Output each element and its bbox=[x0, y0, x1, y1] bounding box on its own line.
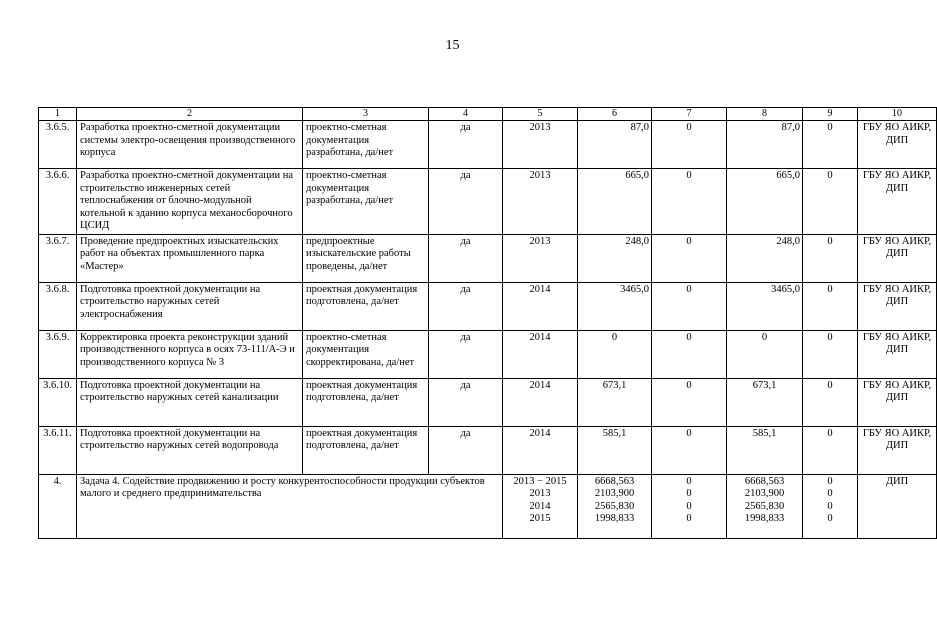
row-description: Проведение предпроектных изыскательских работ на объектах промышленного парка «Мастер» bbox=[77, 234, 303, 282]
task-col9-value: 0 bbox=[827, 500, 833, 512]
row-col7: 0 bbox=[652, 282, 727, 330]
row-col8: 0 bbox=[727, 330, 803, 378]
row-col8: 673,1 bbox=[727, 378, 803, 426]
row-col9: 0 bbox=[803, 169, 858, 235]
row-number: 3.6.9. bbox=[39, 330, 77, 378]
row-description: Разработка проектно-сметной документации системы электро-освещения производственного корпуса bbox=[77, 121, 303, 169]
row-col9: 0 bbox=[803, 426, 858, 474]
header-cell: 4 bbox=[429, 108, 503, 121]
header-cell: 10 bbox=[858, 108, 937, 121]
row-flag: да bbox=[429, 234, 503, 282]
task-col9-value: 0 bbox=[827, 475, 833, 487]
row-total: 665,0 bbox=[578, 169, 652, 235]
row-result: проектно-сметная документация скорректирована, да/нет bbox=[303, 330, 429, 378]
row-total: 0 bbox=[578, 330, 652, 378]
task-year: 2013 bbox=[529, 488, 551, 499]
header-cell: 2 bbox=[77, 108, 303, 121]
row-year: 2014 bbox=[503, 330, 578, 378]
task-col9 bbox=[803, 474, 858, 538]
row-number: 3.6.11. bbox=[39, 426, 77, 474]
row-executor: ГБУ ЯО АИКР, ДИП bbox=[858, 282, 937, 330]
task-number: 4. bbox=[39, 474, 77, 538]
row-flag: да bbox=[429, 169, 503, 235]
task-year: 2013 − 2015 bbox=[513, 475, 567, 487]
row-result: проектная документация подготовлена, да/нет bbox=[303, 282, 429, 330]
header-cell: 1 bbox=[39, 108, 77, 121]
row-col8: 87,0 bbox=[727, 121, 803, 169]
task-col9-value: 0 bbox=[827, 488, 833, 499]
row-col7: 0 bbox=[652, 378, 727, 426]
task-col7-value: 0 bbox=[686, 488, 692, 499]
row-executor: ГБУ ЯО АИКР, ДИП bbox=[858, 426, 937, 474]
task-col8-value: 2565,830 bbox=[744, 500, 785, 512]
row-year: 2013 bbox=[503, 234, 578, 282]
table-row bbox=[39, 378, 937, 426]
row-flag: да bbox=[429, 330, 503, 378]
header-row bbox=[39, 108, 937, 121]
task-total: 1998,833 bbox=[594, 513, 635, 524]
row-number: 3.6.7. bbox=[39, 234, 77, 282]
task-col9-value: 0 bbox=[827, 513, 833, 524]
row-number: 3.6.8. bbox=[39, 282, 77, 330]
row-executor: ГБУ ЯО АИКР, ДИП bbox=[858, 330, 937, 378]
row-col7: 0 bbox=[652, 234, 727, 282]
row-flag: да bbox=[429, 282, 503, 330]
row-year: 2013 bbox=[503, 169, 578, 235]
task-total: 2565,830 bbox=[594, 500, 635, 512]
table-row bbox=[39, 121, 937, 169]
row-col9: 0 bbox=[803, 330, 858, 378]
row-col9: 0 bbox=[803, 378, 858, 426]
row-result: проектная документация подготовлена, да/нет bbox=[303, 426, 429, 474]
row-col7: 0 bbox=[652, 121, 727, 169]
row-col9: 0 bbox=[803, 121, 858, 169]
row-col9: 0 bbox=[803, 234, 858, 282]
table-row bbox=[39, 426, 937, 474]
task-totals bbox=[578, 474, 652, 538]
task-col8-value: 6668,563 bbox=[744, 475, 785, 487]
row-col8: 585,1 bbox=[727, 426, 803, 474]
row-total: 248,0 bbox=[578, 234, 652, 282]
task-total: 6668,563 bbox=[594, 475, 635, 487]
row-col9: 0 bbox=[803, 282, 858, 330]
row-result: проектно-сметная документация разработана, да/нет bbox=[303, 169, 429, 235]
plan-table bbox=[38, 107, 937, 539]
row-total: 3465,0 bbox=[578, 282, 652, 330]
row-col7: 0 bbox=[652, 169, 727, 235]
row-col7: 0 bbox=[652, 426, 727, 474]
row-result: проектно-сметная документация разработана, да/нет bbox=[303, 121, 429, 169]
header-cell: 5 bbox=[503, 108, 578, 121]
row-flag: да bbox=[429, 426, 503, 474]
row-result: предпроектные изыскательские работы проведены, да/нет bbox=[303, 234, 429, 282]
row-description: Подготовка проектной документации на строительство наружных сетей водопровода bbox=[77, 426, 303, 474]
row-flag: да bbox=[429, 378, 503, 426]
row-col8: 665,0 bbox=[727, 169, 803, 235]
header-cell: 3 bbox=[303, 108, 429, 121]
task-year: 2015 bbox=[529, 513, 551, 524]
row-result: проектная документация подготовлена, да/нет bbox=[303, 378, 429, 426]
task-col7 bbox=[652, 474, 727, 538]
row-flag: да bbox=[429, 121, 503, 169]
table-row bbox=[39, 330, 937, 378]
row-col7: 0 bbox=[652, 330, 727, 378]
task-col7-value: 0 bbox=[686, 475, 692, 487]
row-executor: ГБУ ЯО АИКР, ДИП bbox=[858, 378, 937, 426]
task-description: Задача 4. Содействие продвижению и росту конкурентоспособности продукции субъектов малого и среднего предпринимательства bbox=[77, 474, 503, 538]
row-total: 585,1 bbox=[578, 426, 652, 474]
page-number: 15 bbox=[445, 38, 460, 53]
row-year: 2014 bbox=[503, 378, 578, 426]
row-description: Разработка проектно-сметной документации на строительство инженерных сетей теплоснабжения от блочно-модульной котельной к зданию корпуса механосборочного ЦСИД bbox=[77, 169, 303, 235]
task-col7-value: 0 bbox=[686, 500, 692, 512]
task-executor: ДИП bbox=[858, 474, 937, 538]
row-col8: 3465,0 bbox=[727, 282, 803, 330]
row-executor: ГБУ ЯО АИКР, ДИП bbox=[858, 121, 937, 169]
header-cell: 7 bbox=[652, 108, 727, 121]
row-number: 3.6.10. bbox=[39, 378, 77, 426]
row-year: 2013 bbox=[503, 121, 578, 169]
row-number: 3.6.6. bbox=[39, 169, 77, 235]
task-total: 2103,900 bbox=[594, 488, 635, 499]
row-total: 673,1 bbox=[578, 378, 652, 426]
header-cell: 8 bbox=[727, 108, 803, 121]
table-row bbox=[39, 169, 937, 235]
row-executor: ГБУ ЯО АИКР, ДИП bbox=[858, 234, 937, 282]
task-row bbox=[39, 474, 937, 538]
table-row bbox=[39, 234, 937, 282]
task-col8-value: 2103,900 bbox=[744, 488, 785, 499]
table-row bbox=[39, 282, 937, 330]
row-year: 2014 bbox=[503, 426, 578, 474]
row-description: Подготовка проектной документации на строительство наружных сетей электроснабжения bbox=[77, 282, 303, 330]
header-cell: 9 bbox=[803, 108, 858, 121]
task-col7-value: 0 bbox=[686, 513, 692, 524]
row-number: 3.6.5. bbox=[39, 121, 77, 169]
row-description: Подготовка проектной документации на строительство наружных сетей канализации bbox=[77, 378, 303, 426]
row-executor: ГБУ ЯО АИКР, ДИП bbox=[858, 169, 937, 235]
row-col8: 248,0 bbox=[727, 234, 803, 282]
task-year: 2014 bbox=[529, 500, 551, 512]
task-col8 bbox=[727, 474, 803, 538]
row-total: 87,0 bbox=[578, 121, 652, 169]
task-col8-value: 1998,833 bbox=[744, 513, 785, 524]
task-years bbox=[503, 474, 578, 538]
header-cell: 6 bbox=[578, 108, 652, 121]
row-year: 2014 bbox=[503, 282, 578, 330]
row-description: Корректировка проекта реконструкции зданий производственного корпуса в осях 73-111/А-Э и производственного корпуса № 3 bbox=[77, 330, 303, 378]
